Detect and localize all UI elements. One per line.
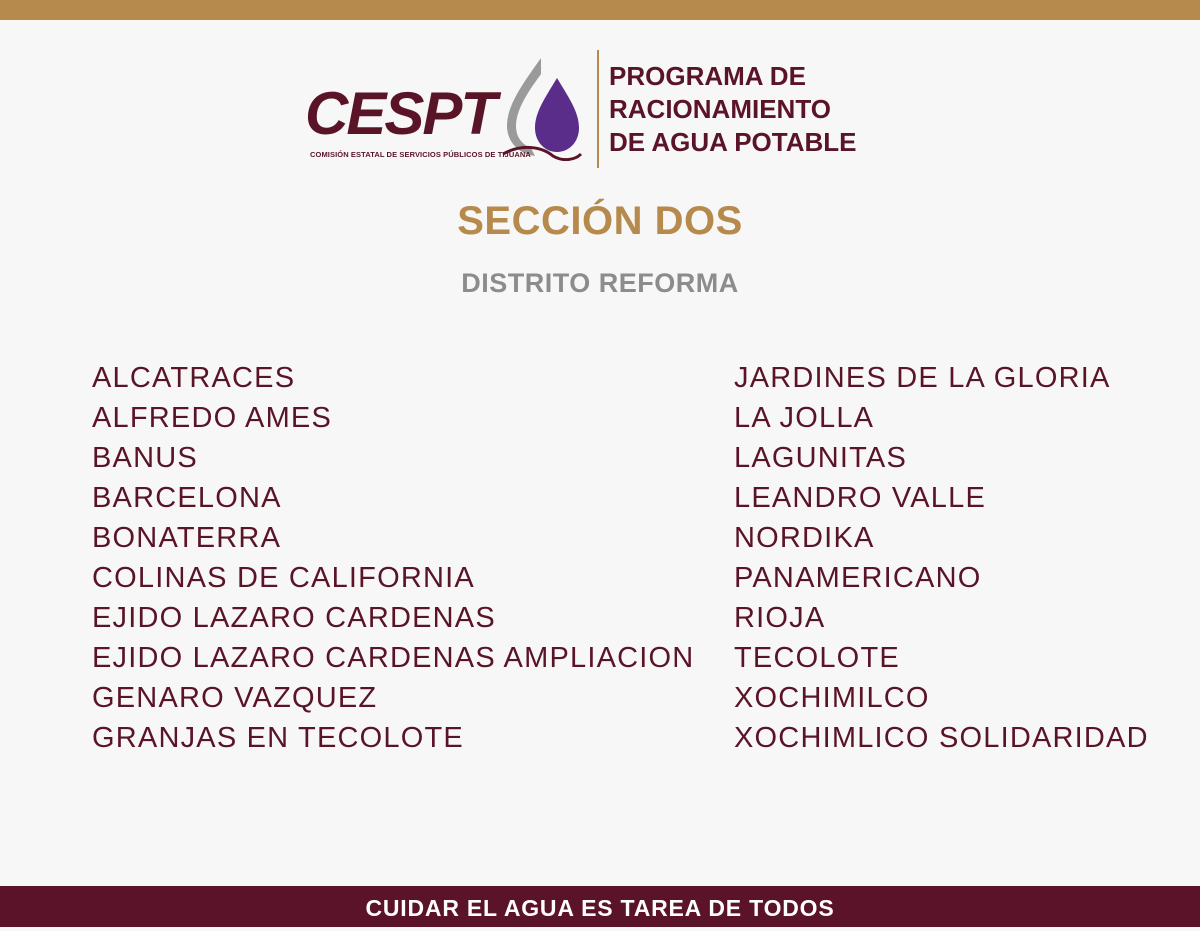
- cespt-logo: [305, 54, 590, 164]
- header: [0, 44, 1200, 174]
- list-item: NORDIKA: [734, 522, 875, 554]
- list-item: LAGUNITAS: [734, 442, 908, 474]
- logo-wordmark: CESPT: [305, 80, 496, 147]
- section-title: SECCIÓN DOS: [457, 199, 743, 243]
- list-item: ALFREDO AMES: [92, 402, 333, 434]
- list-item: TECOLOTE: [734, 642, 900, 674]
- list-item: BARCELONA: [92, 482, 282, 514]
- top-accent-bar: [0, 0, 1200, 20]
- district-title: DISTRITO REFORMA: [461, 268, 739, 298]
- water-drop-icon: [501, 56, 586, 161]
- list-item: LA JOLLA: [734, 402, 875, 434]
- list-item: EJIDO LAZARO CARDENAS AMPLIACION: [92, 642, 695, 674]
- list-item: XOCHIMILCO: [734, 682, 930, 714]
- neighborhood-list-right: [734, 358, 1149, 758]
- list-item: EJIDO LAZARO CARDENAS: [92, 602, 496, 634]
- header-divider: [597, 50, 599, 168]
- list-item: BANUS: [92, 442, 198, 474]
- list-item: ALCATRACES: [92, 362, 296, 394]
- list-item: LEANDRO VALLE: [734, 482, 986, 514]
- program-title: [609, 60, 856, 159]
- logo-subtitle: COMISIÓN ESTATAL DE SERVICIOS PÚBLICOS DE TIJUANA: [310, 150, 531, 159]
- list-item: JARDINES DE LA GLORIA: [734, 362, 1111, 394]
- list-item: GENARO VAZQUEZ: [92, 682, 378, 714]
- program-title-line: PROGRAMA DE: [609, 61, 806, 91]
- program-title-line: DE AGUA POTABLE: [609, 127, 857, 157]
- neighborhood-list-left: [92, 358, 694, 758]
- list-item: XOCHIMLICO SOLIDARIDAD: [734, 722, 1149, 754]
- program-title-line: RACIONAMIENTO: [609, 94, 831, 124]
- list-item: COLINAS DE CALIFORNIA: [92, 562, 475, 594]
- list-item: BONATERRA: [92, 522, 282, 554]
- list-item: RIOJA: [734, 602, 826, 634]
- list-item: GRANJAS EN TECOLOTE: [92, 722, 464, 754]
- list-item: PANAMERICANO: [734, 562, 982, 594]
- footer-slogan: CUIDAR EL AGUA ES TAREA DE TODOS: [0, 886, 1200, 927]
